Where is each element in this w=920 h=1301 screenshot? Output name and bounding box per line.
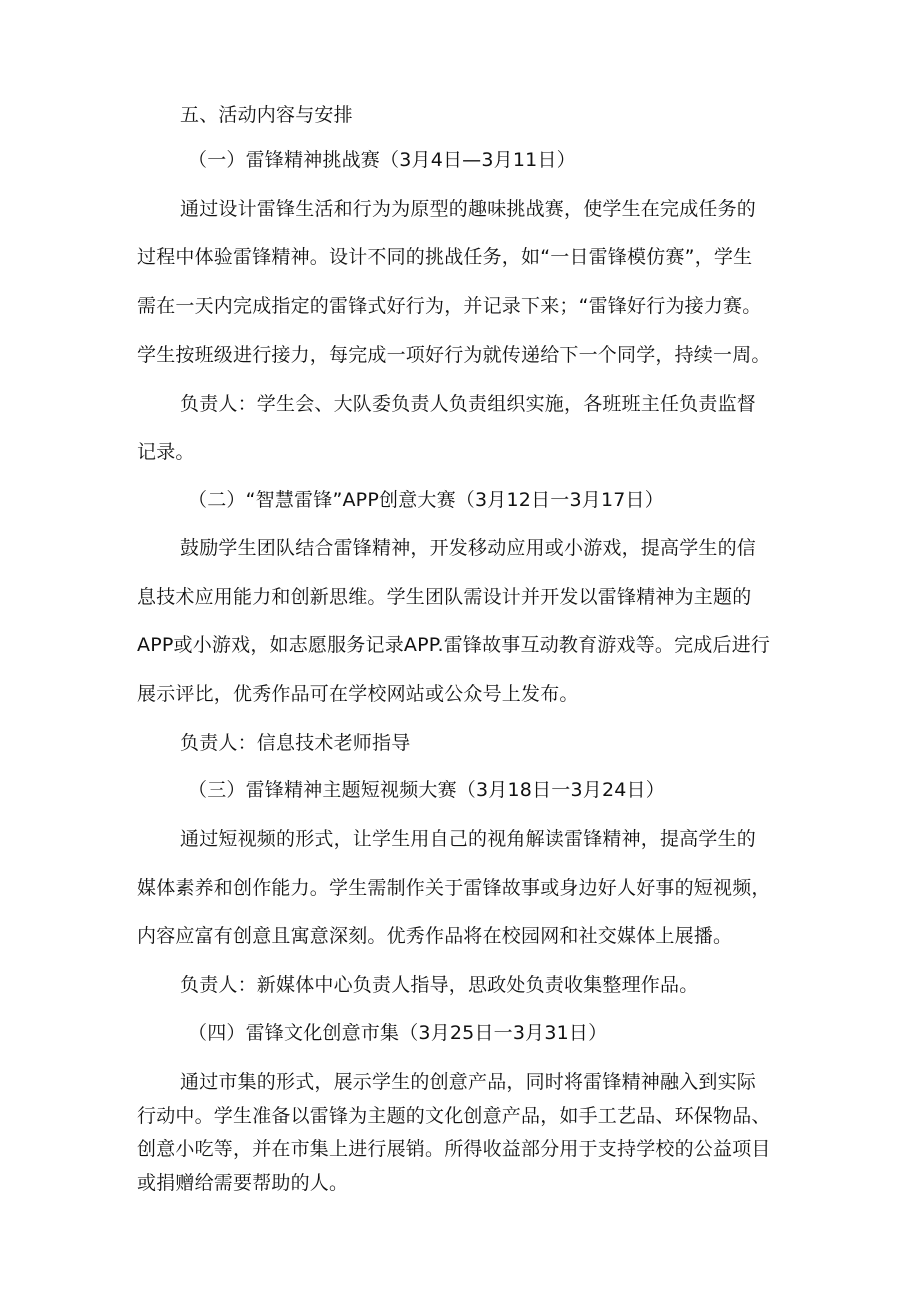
section-title: 五、活动内容与安排 [180, 104, 353, 126]
paragraph-line: 通过短视频的形式，让学生用自己的视角解读雷锋精神，提高学生的 [180, 828, 757, 850]
paragraph-line: 通过市集的形式，展示学生的创意产品，同时将雷锋精神融入到实际 [180, 1071, 757, 1093]
paragraph-line: 通过设计雷锋生活和行为为原型的趣味挑战赛，使学生在完成任务的 [180, 198, 757, 220]
paragraph-line: 息技术应用能力和创新思维。学生团队需设计并开发以雷锋精神为主题的 [137, 586, 752, 608]
paragraph-line: 创意小吃等，并在市集上进行展销。所得收益部分用于支持学校的公益项目 [137, 1138, 771, 1160]
paragraph-line: 展示评比，优秀作品可在学校网站或公众号上发布。 [137, 683, 579, 705]
responsible-line: 负责人：信息技术老师指导 [180, 732, 411, 754]
responsible-line: 记录。 [137, 441, 195, 463]
responsible-line: 负责人：新媒体中心负责人指导，思政处负责收集整理作品。 [180, 974, 699, 996]
paragraph-line: 鼓励学生团队结合雷锋精神，开发移动应用或小游戏，提高学生的信 [180, 537, 757, 559]
item-heading: （四）雷锋文化创意市集（3月25日一3月31日） [188, 1022, 608, 1044]
paragraph-line: 学生按班级进行接力，每完成一项好行为就传递给下一个同学，持续一周。 [137, 344, 771, 366]
paragraph-line: 或捐赠给需要帮助的人。 [137, 1172, 349, 1194]
paragraph-line: 过程中体验雷锋精神。设计不同的挑战任务，如“一日雷锋模仿赛”，学生 [137, 246, 753, 268]
item-heading: （一）雷锋精神挑战赛（3月4日—3月11日） [188, 149, 576, 171]
paragraph-line: APP或小游戏，如志愿服务记录APP.雷锋故事互动教育游戏等。完成后进行 [137, 634, 771, 656]
paragraph-line: 需在一天内完成指定的雷锋式好行为，并记录下来；“雷锋好行为接力赛。 [137, 295, 762, 317]
paragraph-line: 行动中。学生准备以雷锋为主题的文化创意产品，如手工艺品、环保物品、 [137, 1105, 771, 1127]
responsible-line: 负责人：学生会、大队委负责人负责组织实施，各班班主任负责监督 [180, 393, 757, 415]
item-heading: （二）“智慧雷锋”APP创意大赛（3月12日一3月17日） [188, 489, 664, 511]
paragraph-line: 内容应富有创意且寓意深刻。优秀作品将在校园网和社交媒体上展播。 [137, 925, 733, 947]
item-heading: （三）雷锋精神主题短视频大赛（3月18日一3月24日） [188, 779, 665, 801]
paragraph-line: 媒体素养和创作能力。学生需制作关于雷锋故事或身边好人好事的短视频， [137, 877, 771, 899]
